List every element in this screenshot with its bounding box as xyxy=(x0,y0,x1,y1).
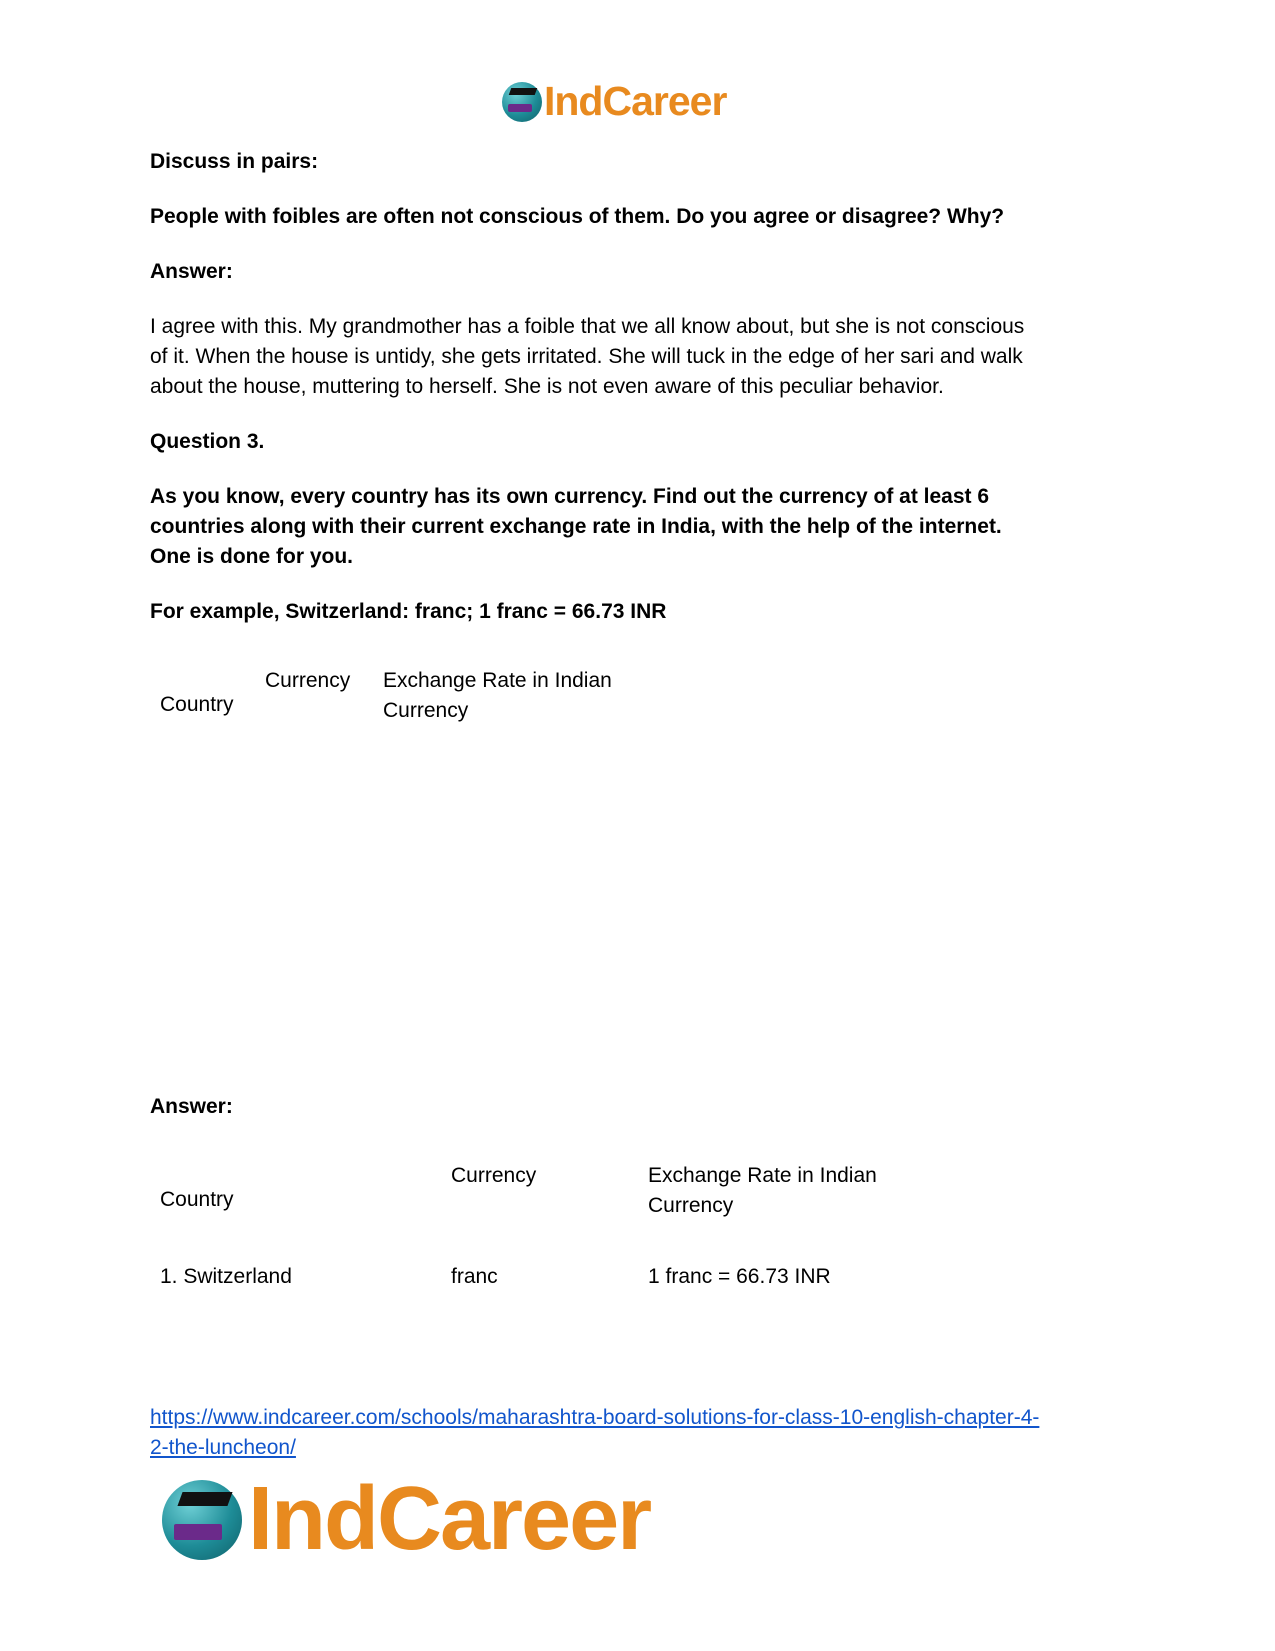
table1-header-country: Country xyxy=(160,693,234,716)
question-line: countries along with their current exchange rate in India, with the help of the internet. xyxy=(150,515,1002,538)
table2-header-country: Country xyxy=(160,1188,234,1211)
question-3-text xyxy=(150,482,1002,572)
table-row-rate: 1 franc = 66.73 INR xyxy=(648,1265,831,1288)
answer-line: about the house, muttering to herself. She is not even aware of this peculiar behavior. xyxy=(150,375,944,398)
table-row-country: 1. Switzerland xyxy=(160,1265,292,1288)
discuss-question: People with foibles are often not conscious of them. Do you agree or disagree? Why? xyxy=(150,205,1005,228)
answer-line: of it. When the house is untidy, she gets irritated. She will tuck in the edge of her sari and walk xyxy=(150,345,1023,368)
footer-source-link[interactable]: https://www.indcareer.com/schools/maharashtra-board-solutions-for-class-10-english-chapter-4- 2-the-luncheon/ xyxy=(150,1406,1040,1459)
question-line: As you know, every country has its own currency. Find out the currency of at least 6 xyxy=(150,485,990,508)
globe-book-icon xyxy=(162,1480,242,1560)
table1-header-rate: Exchange Rate in Indian Currency xyxy=(383,669,612,722)
footer-logo-text: IndCareer xyxy=(248,1469,651,1569)
answer-paragraph xyxy=(150,312,1024,402)
table1-header-currency: Currency xyxy=(265,669,351,692)
header-logo-text: IndCareer xyxy=(544,78,727,124)
question-3-heading: Question 3. xyxy=(150,430,265,453)
table2-header-currency: Currency xyxy=(451,1164,537,1187)
header-logo xyxy=(502,78,726,125)
answer-2-heading: Answer: xyxy=(150,1095,233,1118)
answer-heading: Answer: xyxy=(150,260,233,283)
globe-book-icon xyxy=(502,82,542,122)
answer-line: I agree with this. My grandmother has a foible that we all know about, but she is not conscious xyxy=(150,315,1025,338)
table2-header-rate: Exchange Rate in Indian Currency xyxy=(648,1164,877,1217)
discuss-heading: Discuss in pairs: xyxy=(150,150,319,173)
table-row-currency: franc xyxy=(451,1265,498,1288)
footer-logo xyxy=(162,1468,650,1571)
example-line: For example, Switzerland: franc; 1 franc = 66.73 INR xyxy=(150,600,667,623)
question-line: One is done for you. xyxy=(150,545,354,568)
